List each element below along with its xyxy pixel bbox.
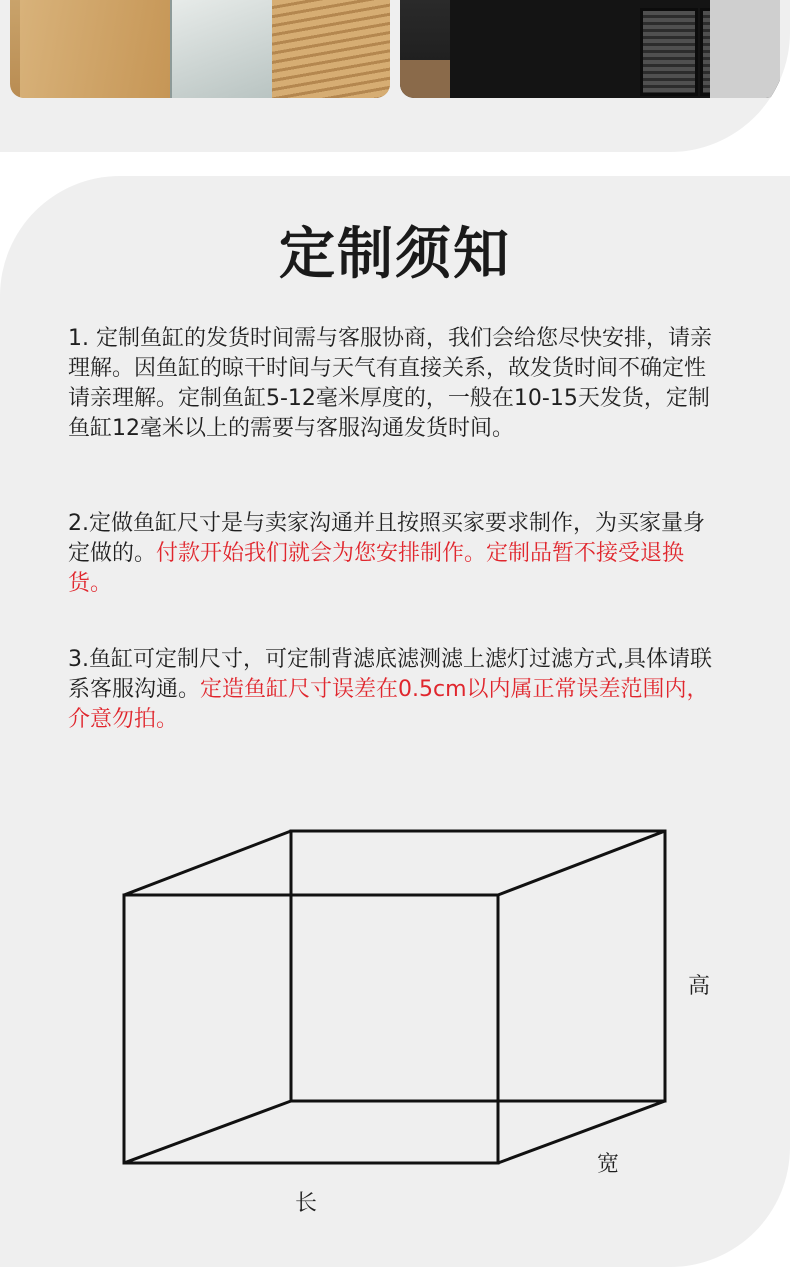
page-title: 定制须知: [279, 222, 511, 287]
box-back-face: [291, 831, 665, 1101]
notice-paragraph-2: [68, 509, 718, 599]
height-label: 高: [688, 974, 711, 999]
product-photos-card: [0, 0, 790, 152]
box-front-face: [124, 895, 498, 1163]
width-label: 宽: [597, 1152, 620, 1177]
notice-highlight: 定造鱼缸尺寸误差在0.5cm以内属正常误差范围内，介意勿拍。: [68, 677, 709, 732]
notice-paragraph-3: [68, 645, 718, 735]
wooden-cabinet-photo: [10, 0, 390, 98]
length-label: 长: [295, 1191, 318, 1216]
box-edge-bottom-left: [124, 1101, 291, 1163]
box-edge-top-right: [498, 831, 665, 895]
box-edge-top-left: [124, 831, 291, 895]
notice-paragraph-1: [68, 324, 718, 444]
notice-text: 2.定做鱼缸尺寸是与卖家沟通并且按照买家要求制作，为买家量身定做的。: [68, 511, 705, 566]
black-cabinet-photo: [400, 0, 780, 98]
notice-text: 3.鱼缸可定制尺寸，可定制背滤底滤测滤上滤灯过滤方式,具体请联系客服沟通。: [68, 647, 712, 702]
notice-text: 1. 定制鱼缸的发货时间需与客服协商，我们会给您尽快安排，请亲理解。因鱼缸的晾干时间与天气有直接关系，故发货时间不确定性请亲理解。定制鱼缸5-12毫米厚度的，一般在10-15天发货，定制鱼缸12毫米以上的需要与客服沟通发货时间。: [68, 326, 712, 441]
notice-highlight: 付款开始我们就会为您安排制作。定制品暂不接受退换货。: [68, 541, 685, 596]
box-edge-bottom-right: [498, 1101, 665, 1163]
tank-dimension-diagram: [0, 800, 790, 1180]
